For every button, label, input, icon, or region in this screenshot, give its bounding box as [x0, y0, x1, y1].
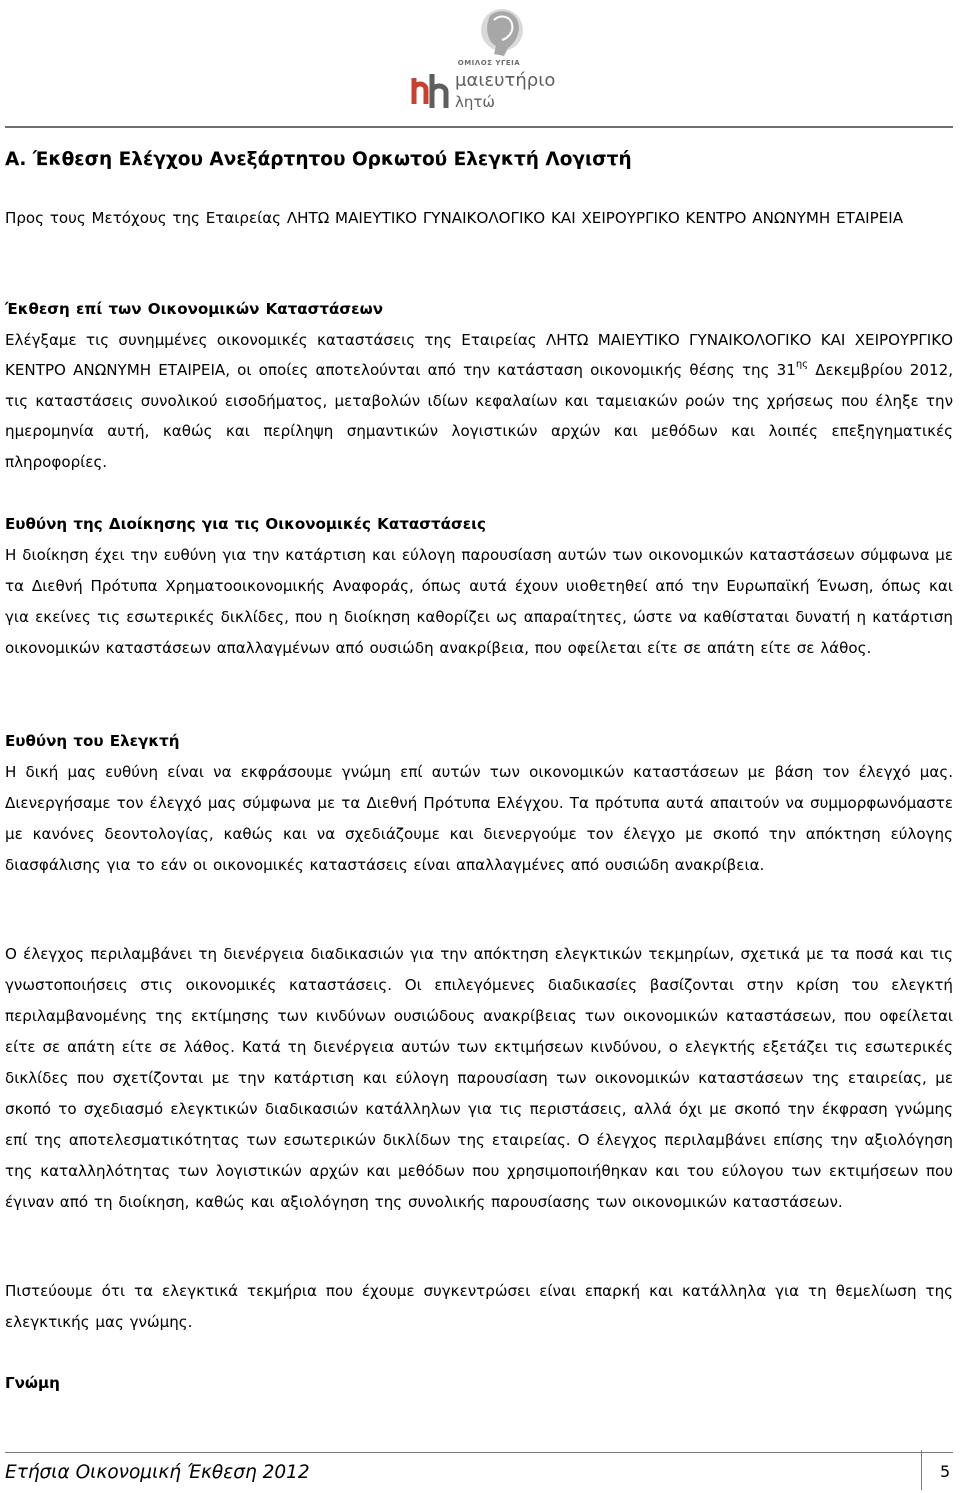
logo-name-line2: λητώ — [455, 93, 495, 111]
section1-text-part1: Ελέγξαμε τις συνημμένες οικονομικές καταστάσεις της Εταιρείας ΛΗΤΩ ΜΑΙΕΥΤΙΚΟ ΓΥΝΑΙΚΟΛΟΓΙΚΟ ΚΑΙ ΧΕΙΡΟΥΡΓΙΚΟ ΚΕΝΤΡΟ ΑΝΩΝΥΜΗ ΕΤΑΙΡΕΙΑ, οι οποίες αποτελούνται από την κατάσταση οικονομικής θέσης της 31 — [5, 330, 953, 379]
footer-separator — [921, 1450, 922, 1490]
report-title: Α. Έκθεση Ελέγχου Ανεξάρτητου Ορκωτού Ελεγκτή Λογιστή — [5, 149, 632, 170]
section2-text: Η διοίκηση έχει την ευθύνη για την κατάρτιση και εύλογη παρουσίαση αυτών των οικονομικών καταστάσεων σύμφωνα με τα Διεθνή Πρότυπα Χρηματοοικονομικής Αναφοράς, όπως αυτά έχουν υιοθετηθεί από την Ευρωπαϊκή Ένωση, όπως και για εκείνες τις εσωτερικές δικλίδες, που η διοίκηση καθορίζει ως απαραίτητες, ώστε να καθίσταται δυνατή η κατάρτιση οικονομικών καταστάσεων απαλλαγμένων από ουσιώδη ανακρίβεια, που οφείλεται είτε σε απάτη είτε σε λάθος. — [5, 546, 953, 657]
addressee-paragraph: Προς τους Μετόχους της Εταιρείας ΛΗΤΩ ΜΑΙΕΥΤΙΚΟ ΓΥΝΑΙΚΟΛΟΓΙΚΟ ΚΑΙ ΧΕΙΡΟΥΡΓΙΚΟ ΚΕΝΤΡΟ ΑΝΩΝΥΜΗ ΕΤΑΙΡΕΙΑ — [5, 209, 904, 227]
section1-heading: Έκθεση επί των Οικονομικών Καταστάσεων — [5, 300, 383, 318]
mu-eta-mark-icon — [410, 70, 454, 112]
section3-heading: Ευθύνη του Ελεγκτή — [5, 732, 180, 750]
opinion-heading: Γνώμη — [5, 1374, 60, 1392]
section-management-responsibility — [5, 509, 953, 664]
section1-text-part2: Δεκεμβρίου 2012, τις καταστάσεις συνολικού εισοδήματος, μεταβολών ιδίων κεφαλαίων και ταμειακών ροών της χρήσεως που έληξε την ημερομηνία αυτή, καθώς και περίληψη σημαντικών λογιστικών αρχών και μεθόδων και λοιπές επεξηγηματικές πληροφορίες. — [5, 361, 953, 471]
group-name: ΟΜΙΛΟΣ ΥΓΕΙΑ — [457, 59, 521, 67]
page-number: 5 — [940, 1462, 951, 1481]
opinion-section — [5, 1368, 953, 1399]
section2-heading: Ευθύνη της Διοίκησης για τις Οικονομικές Καταστάσεις — [5, 515, 486, 533]
head-emblem-icon — [438, 4, 530, 62]
logo-name-line1: μαιευτήριο — [455, 70, 556, 91]
footer-divider — [5, 1452, 953, 1453]
section-auditor-responsibility — [5, 726, 953, 881]
superscript-ordinal: ης — [795, 359, 809, 370]
section-financial-statements — [5, 294, 953, 477]
footer-title: Ετήσια Οικονομική Έκθεση 2012 — [5, 1462, 310, 1483]
company-logo — [408, 4, 558, 112]
group-emblem — [438, 4, 530, 66]
header-divider — [5, 126, 953, 128]
belief-paragraph: Πιστεύουμε ότι τα ελεγκτικά τεκμήρια που έχουμε συγκεντρώσει είναι επαρκή και κατάλληλα για τη θεμελίωση της ελεγκτικής μας γνώμης. — [5, 1282, 953, 1331]
audit-procedures-paragraph: Ο έλεγχος περιλαμβάνει τη διενέργεια διαδικασιών για την απόκτηση ελεγκτικών τεκμηρίων, σχετικά με τα ποσά και τις γνωστοποιήσεις στις οικονομικές καταστάσεις. Οι επιλεγόμενες διαδικασίες βασίζονται στην κρίση του ελεγκτή περιλαμβανομένης της εκτίμησης των κινδύνων ουσιώδους ανακρίβειας των οικονομικών καταστάσεων, που οφείλεται είτε σε απάτη είτε σε λάθος. Κατά τη διενέργεια αυτών των εκτιμήσεων κινδύνου, ο ελεγκτής εξετάζει τις εσωτερικές δικλίδες που σχετίζονται με την κατάρτιση και εύλογη παρουσίαση των οικονομικών καταστάσεων της εταιρείας, με σκοπό το σχεδιασμό ελεγκτικών διαδικασιών κατάλληλων για τις περιστάσεις, αλλά όχι με σκοπό την έκφραση γνώμης επί της αποτελεσματικότητας των εσωτερικών δικλίδων της εταιρείας. Ο έλεγχος περιλαμβάνει επίσης την αξιολόγηση της καταλληλότητας των λογιστικών αρχών και μεθόδων που χρησιμοποιήθηκαν και του εύλογου των εκτιμήσεων που έγιναν από τη διοίκηση, καθώς και αξιολόγηση της συνολικής παρουσίασης των οικονομικών καταστάσεων. — [5, 945, 953, 1211]
section3-text: Η δική μας ευθύνη είναι να εκφράσουμε γνώμη επί αυτών των οικονομικών καταστάσεων με βάση τον έλεγχό μας. Διενεργήσαμε τον έλεγχό μας σύμφωνα με τα Διεθνή Πρότυπα Ελέγχου. Τα πρότυπα αυτά απαιτούν να συμμορφωνόμαστε με κανόνες δεοντολογίας, καθώς και να σχεδιάζουμε και διενεργούμε τον έλεγχο με σκοπό την απόκτηση εύλογης διασφάλισης για το εάν οι οικονομικές καταστάσεις είναι απαλλαγμένες από ουσιώδη ανακρίβεια. — [5, 763, 953, 874]
